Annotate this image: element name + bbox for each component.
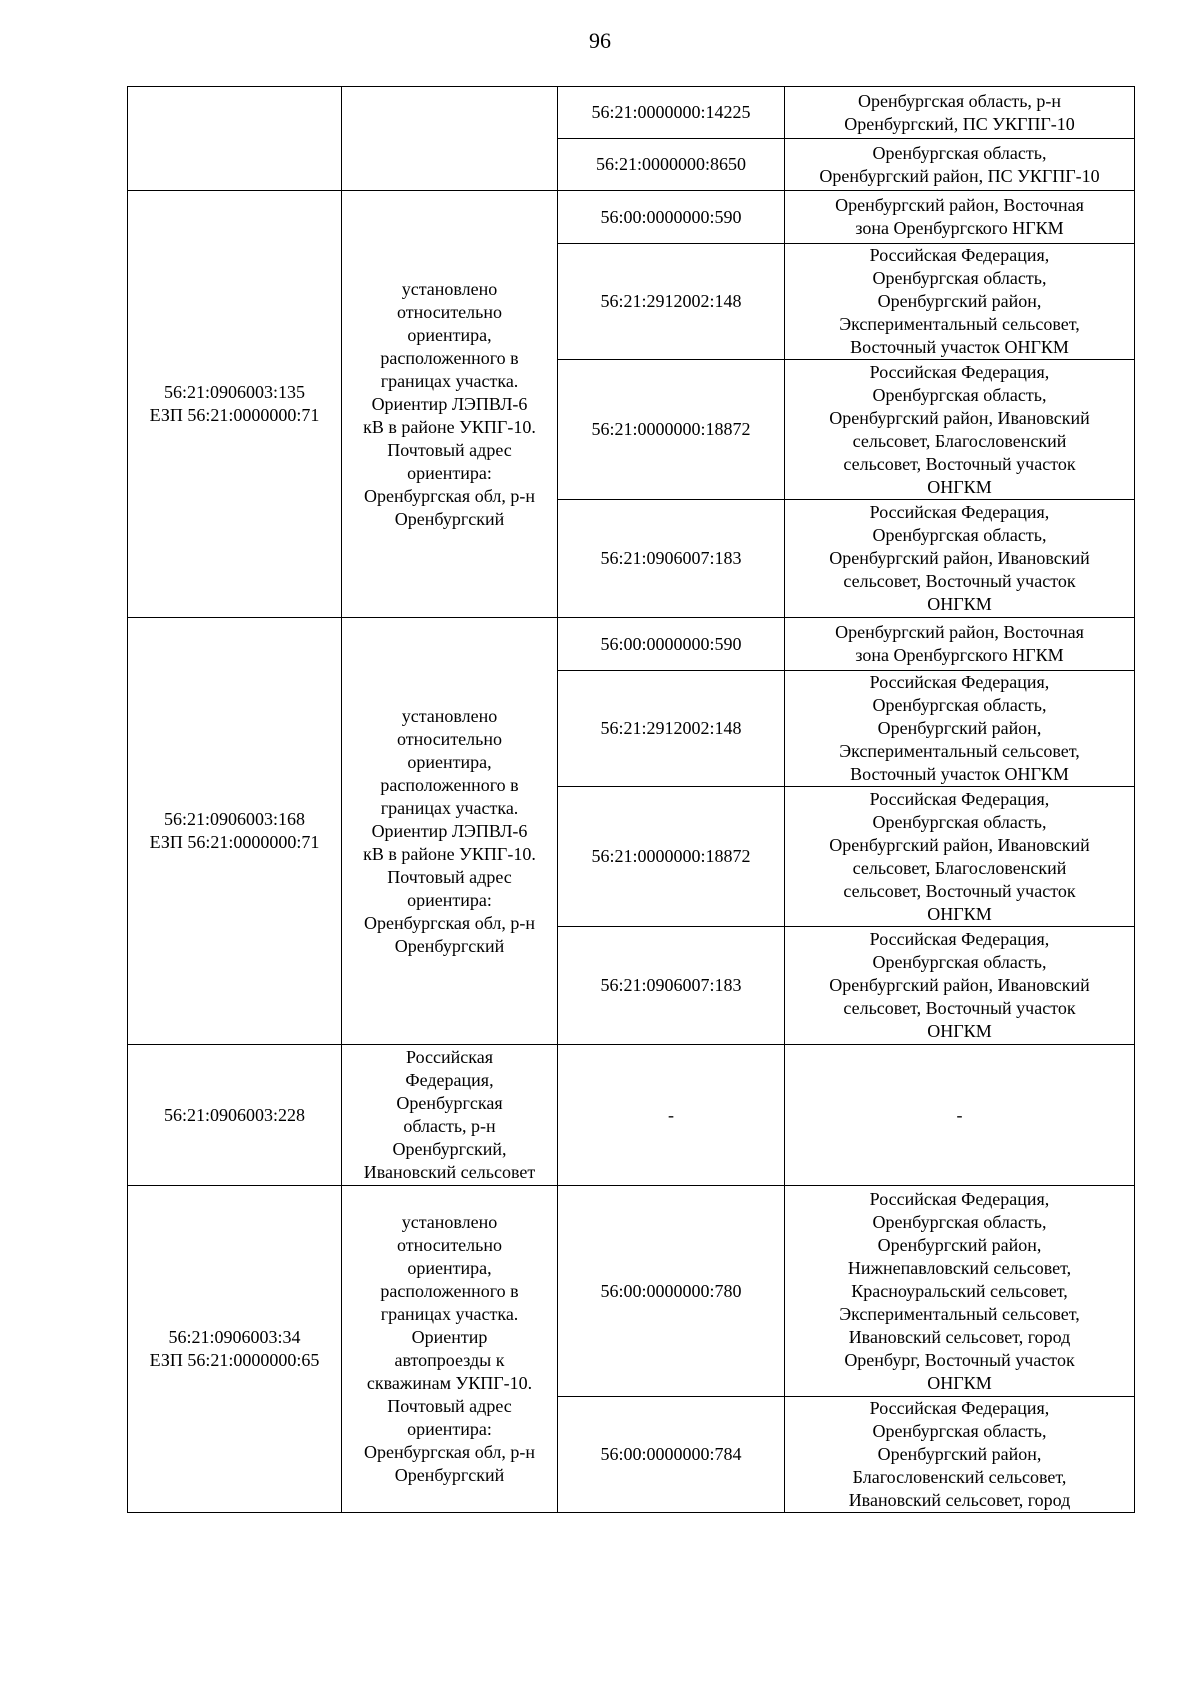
location-cell: [342, 191, 558, 618]
cadastral-number: 56:21:2912002:148: [600, 291, 742, 311]
cadastral-cell: [558, 87, 785, 139]
cadastral-cell: [558, 500, 785, 618]
address-text: Российская Федерация, Оренбургская область, Оренбургский район, Экспериментальный сельсовет, Восточный участок ОНГКМ: [839, 245, 1080, 357]
cadastral-cell: [558, 360, 785, 500]
address-cell: [785, 671, 1135, 787]
cadastral-cell: [558, 1397, 785, 1513]
parcel-id-cell: [128, 87, 342, 191]
location-text: установлено относительно ориентира, расположенного в границах участка. Ориентир ЛЭПВЛ-6 кВ в районе УКПГ-10. Почтовый адрес ориентира: Оренбургская обл, р-н Оренбургский: [363, 705, 536, 956]
location-cell: [342, 1045, 558, 1186]
parcel-id: 56:21:0906003:135 ЕЗП 56:21:0000000:71: [149, 382, 320, 425]
address-text: Оренбургский район, Восточная зона Оренбургского НГКМ: [835, 622, 1084, 665]
address-cell: [785, 1397, 1135, 1513]
cadastral-number: -: [668, 1104, 674, 1125]
address-cell: [785, 1186, 1135, 1397]
location-text: установлено относительно ориентира, расположенного в границах участка. Ориентир ЛЭПВЛ-6 кВ в районе УКПГ-10. Почтовый адрес ориентира: Оренбургская обл, р-н Оренбургский: [363, 278, 536, 529]
table-row: [128, 1045, 1135, 1186]
table-row: [128, 1186, 1135, 1397]
address-text: Российская Федерация, Оренбургская область, Оренбургский район, Экспериментальный сельсовет, Восточный участок ОНГКМ: [839, 672, 1080, 784]
address-cell: [785, 244, 1135, 360]
parcel-id: 56:21:0906003:168 ЕЗП 56:21:0000000:71: [149, 809, 320, 852]
location-text: Российская Федерация, Оренбургская область, р-н Оренбургский, Ивановский сельсовет: [363, 1047, 536, 1182]
cadastral-number: 56:21:0906007:183: [600, 548, 742, 568]
cadastral-number: 56:00:0000000:780: [600, 1280, 742, 1301]
address-cell: [785, 618, 1135, 671]
parcel-id-cell: [128, 191, 342, 618]
cadastral-number: 56:21:0000000:14225: [591, 102, 751, 122]
address-cell: [785, 1045, 1135, 1186]
address-text: Российская Федерация, Оренбургская область, Оренбургский район, Ивановский сельсовет, Благословенский сельсовет, Восточный участок ОНГКМ: [829, 788, 1090, 924]
cadastral-number: 56:21:0000000:18872: [591, 419, 751, 439]
address-cell: [785, 139, 1135, 191]
land-plots-table: [127, 86, 1135, 1513]
location-cell: [342, 618, 558, 1045]
address-cell: [785, 787, 1135, 927]
parcel-id-cell: [128, 1045, 342, 1186]
cadastral-number: 56:00:0000000:784: [600, 1444, 742, 1464]
location-cell: [342, 1186, 558, 1513]
location-text: установлено относительно ориентира, расположенного в границах участка. Ориентир автопроезды к скважинам УКПГ-10. Почтовый адрес ориентира: Оренбургская обл, р-н Оренбургский: [363, 1212, 536, 1485]
cadastral-number: 56:21:0000000:8650: [595, 154, 746, 174]
cadastral-number: 56:21:2912002:148: [600, 718, 742, 738]
cadastral-cell: [558, 618, 785, 671]
table-row: [128, 191, 1135, 244]
address-cell: [785, 360, 1135, 500]
address-text: Российская Федерация, Оренбургская область, Оренбургский район, Благословенский сельсовет, Ивановский сельсовет, город: [848, 1398, 1071, 1510]
cadastral-number: 56:00:0000000:590: [600, 633, 742, 654]
cadastral-cell: [558, 244, 785, 360]
address-text: Российская Федерация, Оренбургская область, Оренбургский район, Ивановский сельсовет, Восточный участок ОНГКМ: [829, 929, 1090, 1041]
table-body: [128, 87, 1135, 1513]
table-row: [128, 618, 1135, 671]
parcel-id: 56:21:0906003:34 ЕЗП 56:21:0000000:65: [149, 1327, 320, 1370]
table-row: [128, 87, 1135, 139]
page-number: 96: [589, 28, 611, 53]
parcel-id-cell: [128, 618, 342, 1045]
cadastral-cell: [558, 1045, 785, 1186]
address-cell: [785, 500, 1135, 618]
cadastral-cell: [558, 1186, 785, 1397]
cadastral-cell: [558, 927, 785, 1045]
address-cell: [785, 87, 1135, 139]
address-text: Оренбургская область, р-н Оренбургский, ПС УКГПГ-10: [844, 90, 1075, 134]
location-cell: [342, 87, 558, 191]
address-text: Российская Федерация, Оренбургская область, Оренбургский район, Нижнепавловский сельсовет, Красноуральский сельсовет, Экспериментальный сельсовет, Ивановский сельсовет, город Оренбург, Восточный участок ОНГКМ: [839, 1188, 1080, 1393]
address-text: Российская Федерация, Оренбургская область, Оренбургский район, Ивановский сельсовет, Восточный участок ОНГКМ: [829, 502, 1090, 614]
address-cell: [785, 927, 1135, 1045]
address-cell: [785, 191, 1135, 244]
parcel-id: 56:21:0906003:228: [163, 1104, 305, 1125]
cadastral-cell: [558, 671, 785, 787]
cadastral-number: 56:21:0906007:183: [600, 975, 742, 995]
address-text: Российская Федерация, Оренбургская область, Оренбургский район, Ивановский сельсовет, Благословенский сельсовет, Восточный участок ОНГКМ: [829, 361, 1090, 497]
cadastral-cell: [558, 139, 785, 191]
address-text: -: [956, 1104, 963, 1125]
address-text: Оренбургская область, Оренбургский район, ПС УКГПГ-10: [819, 142, 1100, 186]
cadastral-number: 56:00:0000000:590: [600, 206, 742, 227]
address-text: Оренбургский район, Восточная зона Оренбургского НГКМ: [835, 195, 1084, 238]
parcel-id-cell: [128, 1186, 342, 1513]
cadastral-cell: [558, 787, 785, 927]
cadastral-number: 56:21:0000000:18872: [591, 846, 751, 866]
cadastral-cell: [558, 191, 785, 244]
